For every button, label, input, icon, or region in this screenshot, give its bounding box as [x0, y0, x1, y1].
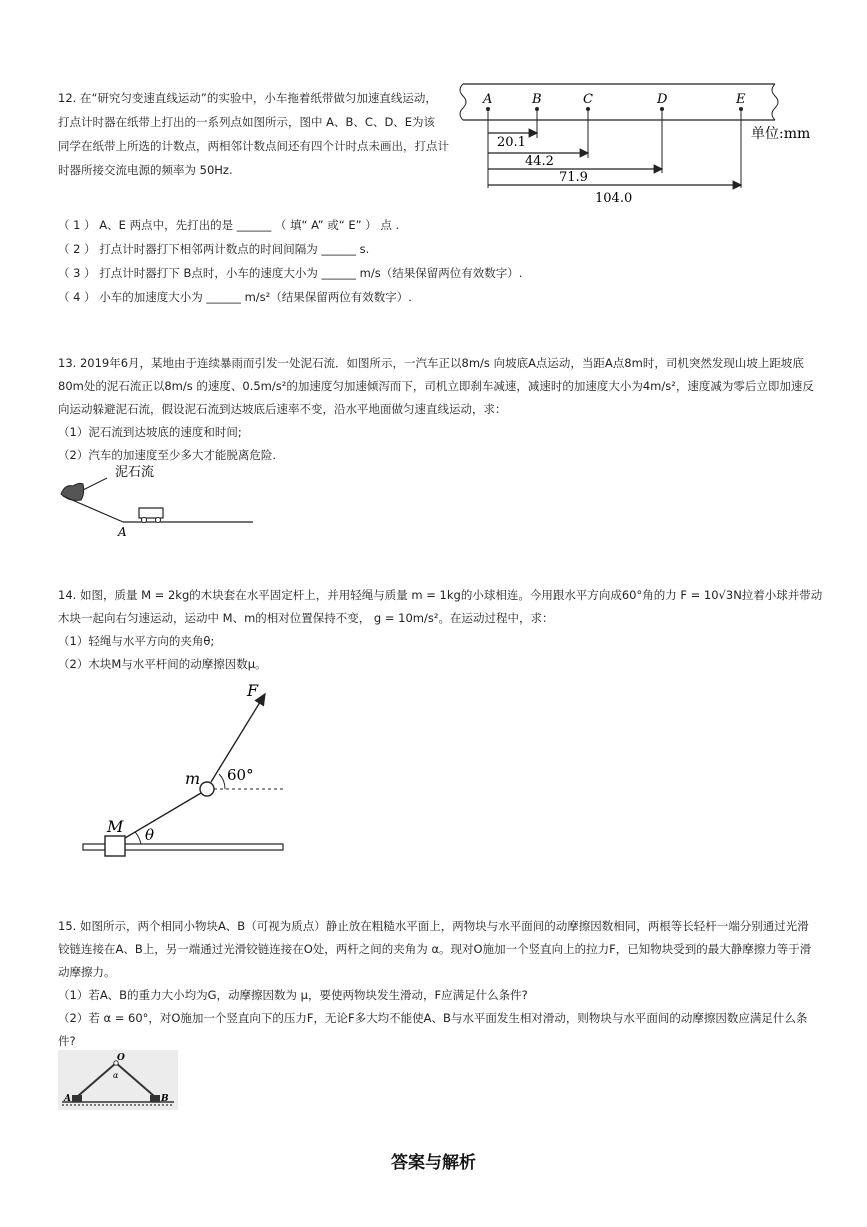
label-alpha: α: [113, 1071, 119, 1080]
slope: [63, 496, 123, 522]
label-e: E: [736, 92, 746, 107]
q12-stem-line: 时器所接交流电源的频率为 50Hz.: [58, 163, 233, 177]
label-f: F: [247, 681, 259, 700]
label-b: B: [532, 92, 542, 107]
q12-stem-line: 同学在纸带上所选的计数点，两相邻计数点间还有四个计时点未画出，打点计: [58, 139, 449, 153]
q15-part-2-cont: 件?: [58, 1034, 76, 1048]
mud-label: 泥石流: [115, 465, 155, 480]
q12-part-4: （ 4 ） 小车的加速度大小为 ______ m/s²（结果保留两位有效数字）.: [58, 290, 412, 304]
label-o: O: [117, 1053, 125, 1063]
label-a: A: [64, 1094, 71, 1104]
distance-ad: 71.9: [559, 170, 588, 185]
q12-part-3: （ 3 ） 打点计时器打下 B点时，小车的速度大小为 ______ m/s（结果保留两位有效数字）.: [58, 266, 523, 280]
q12-stem-line: 打点计时器在纸带上打出的一系列点如图所示，图中 A、B、C、D、E为该: [58, 115, 436, 129]
block-m: [105, 836, 125, 856]
q13-stem-line: 13. 2019年6月，某地由于连续暴雨而引发一处泥石流．如图所示，一汽车正以8m/s 向坡底A点运动，当距A点8m时，司机突然发现山坡上距坡底: [58, 356, 804, 370]
mud-blob: [61, 483, 84, 500]
q15-part-1: （1）若A、B的重力大小均为G，动摩擦因数为 μ，要使两物块发生滑动，F应满足什么条件?: [58, 988, 528, 1002]
tape-left-tear: [460, 84, 466, 120]
q15-stem-line: 铰链连接在A、B上，另一端通过光滑铰链连接在O处，两杆之间的夹角为 α。现对O施加一个竖直向上的拉力F，已知物块受到的最大静摩擦力等于滑: [58, 942, 812, 956]
hinge-figure: [58, 1050, 178, 1110]
label-b: B: [161, 1094, 169, 1104]
q15-stem-line: 15. 如图所示，两个相同小物块A、B（可视为质点）静止放在粗糙水平面上，两物块与水平面间的动摩擦因数相同，两根等长轻杆一端分别通过光滑: [58, 919, 809, 933]
mudslide-figure: [55, 460, 265, 545]
point-a-label: A: [118, 525, 127, 539]
ticker-tape-figure: [455, 78, 815, 208]
unit-label: 单位:mm: [751, 126, 811, 142]
mud-pointer: [83, 478, 107, 490]
theta-arc: [135, 832, 141, 844]
q13-stem-line: 80m处的泥石流正以8m/s 的速度、0.5m/s²的加速度匀加速倾泻而下，司机立即刹车减速，减速时的加速度大小为4m/s²，速度减为零后立即加速反: [58, 379, 814, 393]
distance-ab: 20.1: [497, 135, 526, 150]
car-wheel: [142, 518, 147, 523]
label-big-m: M: [107, 817, 124, 836]
q14-stem-line: 14. 如图，质量 M = 2kg的木块套在水平固定杆上，并用轻绳与质量 m = 1kg的小球相连。今用跟水平方向成60°角的力 F = 10√3N拉着小球并带动: [58, 588, 823, 602]
answer-section-title: 答案与解析: [391, 1153, 476, 1173]
label-c: C: [583, 92, 593, 107]
car-wheel: [156, 518, 161, 523]
car-body: [139, 508, 163, 518]
q15-stem-line: 动摩擦力。: [58, 965, 116, 979]
q12-stem-line: 12. 在“研究匀变速直线运动”的实验中，小车拖着纸带做匀加速直线运动，: [58, 91, 437, 105]
distance-ac: 44.2: [525, 154, 554, 169]
force-figure: [75, 680, 295, 860]
angle-arc: [219, 774, 225, 789]
q13-stem-line: 向运动躲避泥石流，假设泥石流到达坡底后速率不变，沿水平地面做匀速直线运动，求：: [58, 402, 507, 416]
ball-m: [200, 782, 214, 796]
label-theta: θ: [145, 826, 155, 844]
q12-part-1: （ 1 ） A、E 两点中，先打出的是 ______ （ 填“ A” 或“ E” ） 点 .: [58, 218, 400, 232]
label-d: D: [657, 92, 668, 107]
q13-part-1: （1）泥石流到达坡底的速度和时间;: [58, 425, 242, 439]
distance-ae: 104.0: [595, 191, 633, 206]
tape-right-tear: [772, 84, 778, 120]
q15-part-2: （2）若 α = 60°，对O施加一个竖直向下的压力F，无论F多大均不能使A、B与水平面发生相对滑动，则物块与水平面间的动摩擦因数应满足什么条: [58, 1011, 808, 1025]
q13-part-2: （2）汽车的加速度至少多大才能脱离危险.: [58, 448, 276, 462]
q14-part-2: （2）木块M与水平杆间的动摩擦因数μ。: [58, 657, 267, 671]
block-b: [150, 1095, 160, 1102]
q14-part-1: （1）轻绳与水平方向的夹角θ;: [58, 634, 215, 648]
q14-stem-line: 木块一起向右匀速运动，运动中 M、m的相对位置保持不变， g = 10m/s²。在运动过程中，求：: [58, 611, 554, 625]
label-60: 60°: [227, 766, 254, 784]
label-a: A: [483, 92, 493, 107]
q12-part-2: （ 2 ） 打点计时器打下相邻两计数点的时间间隔为 ______ s.: [58, 242, 370, 256]
rope: [125, 793, 201, 838]
label-m: m: [185, 769, 201, 788]
block-a: [72, 1095, 82, 1102]
